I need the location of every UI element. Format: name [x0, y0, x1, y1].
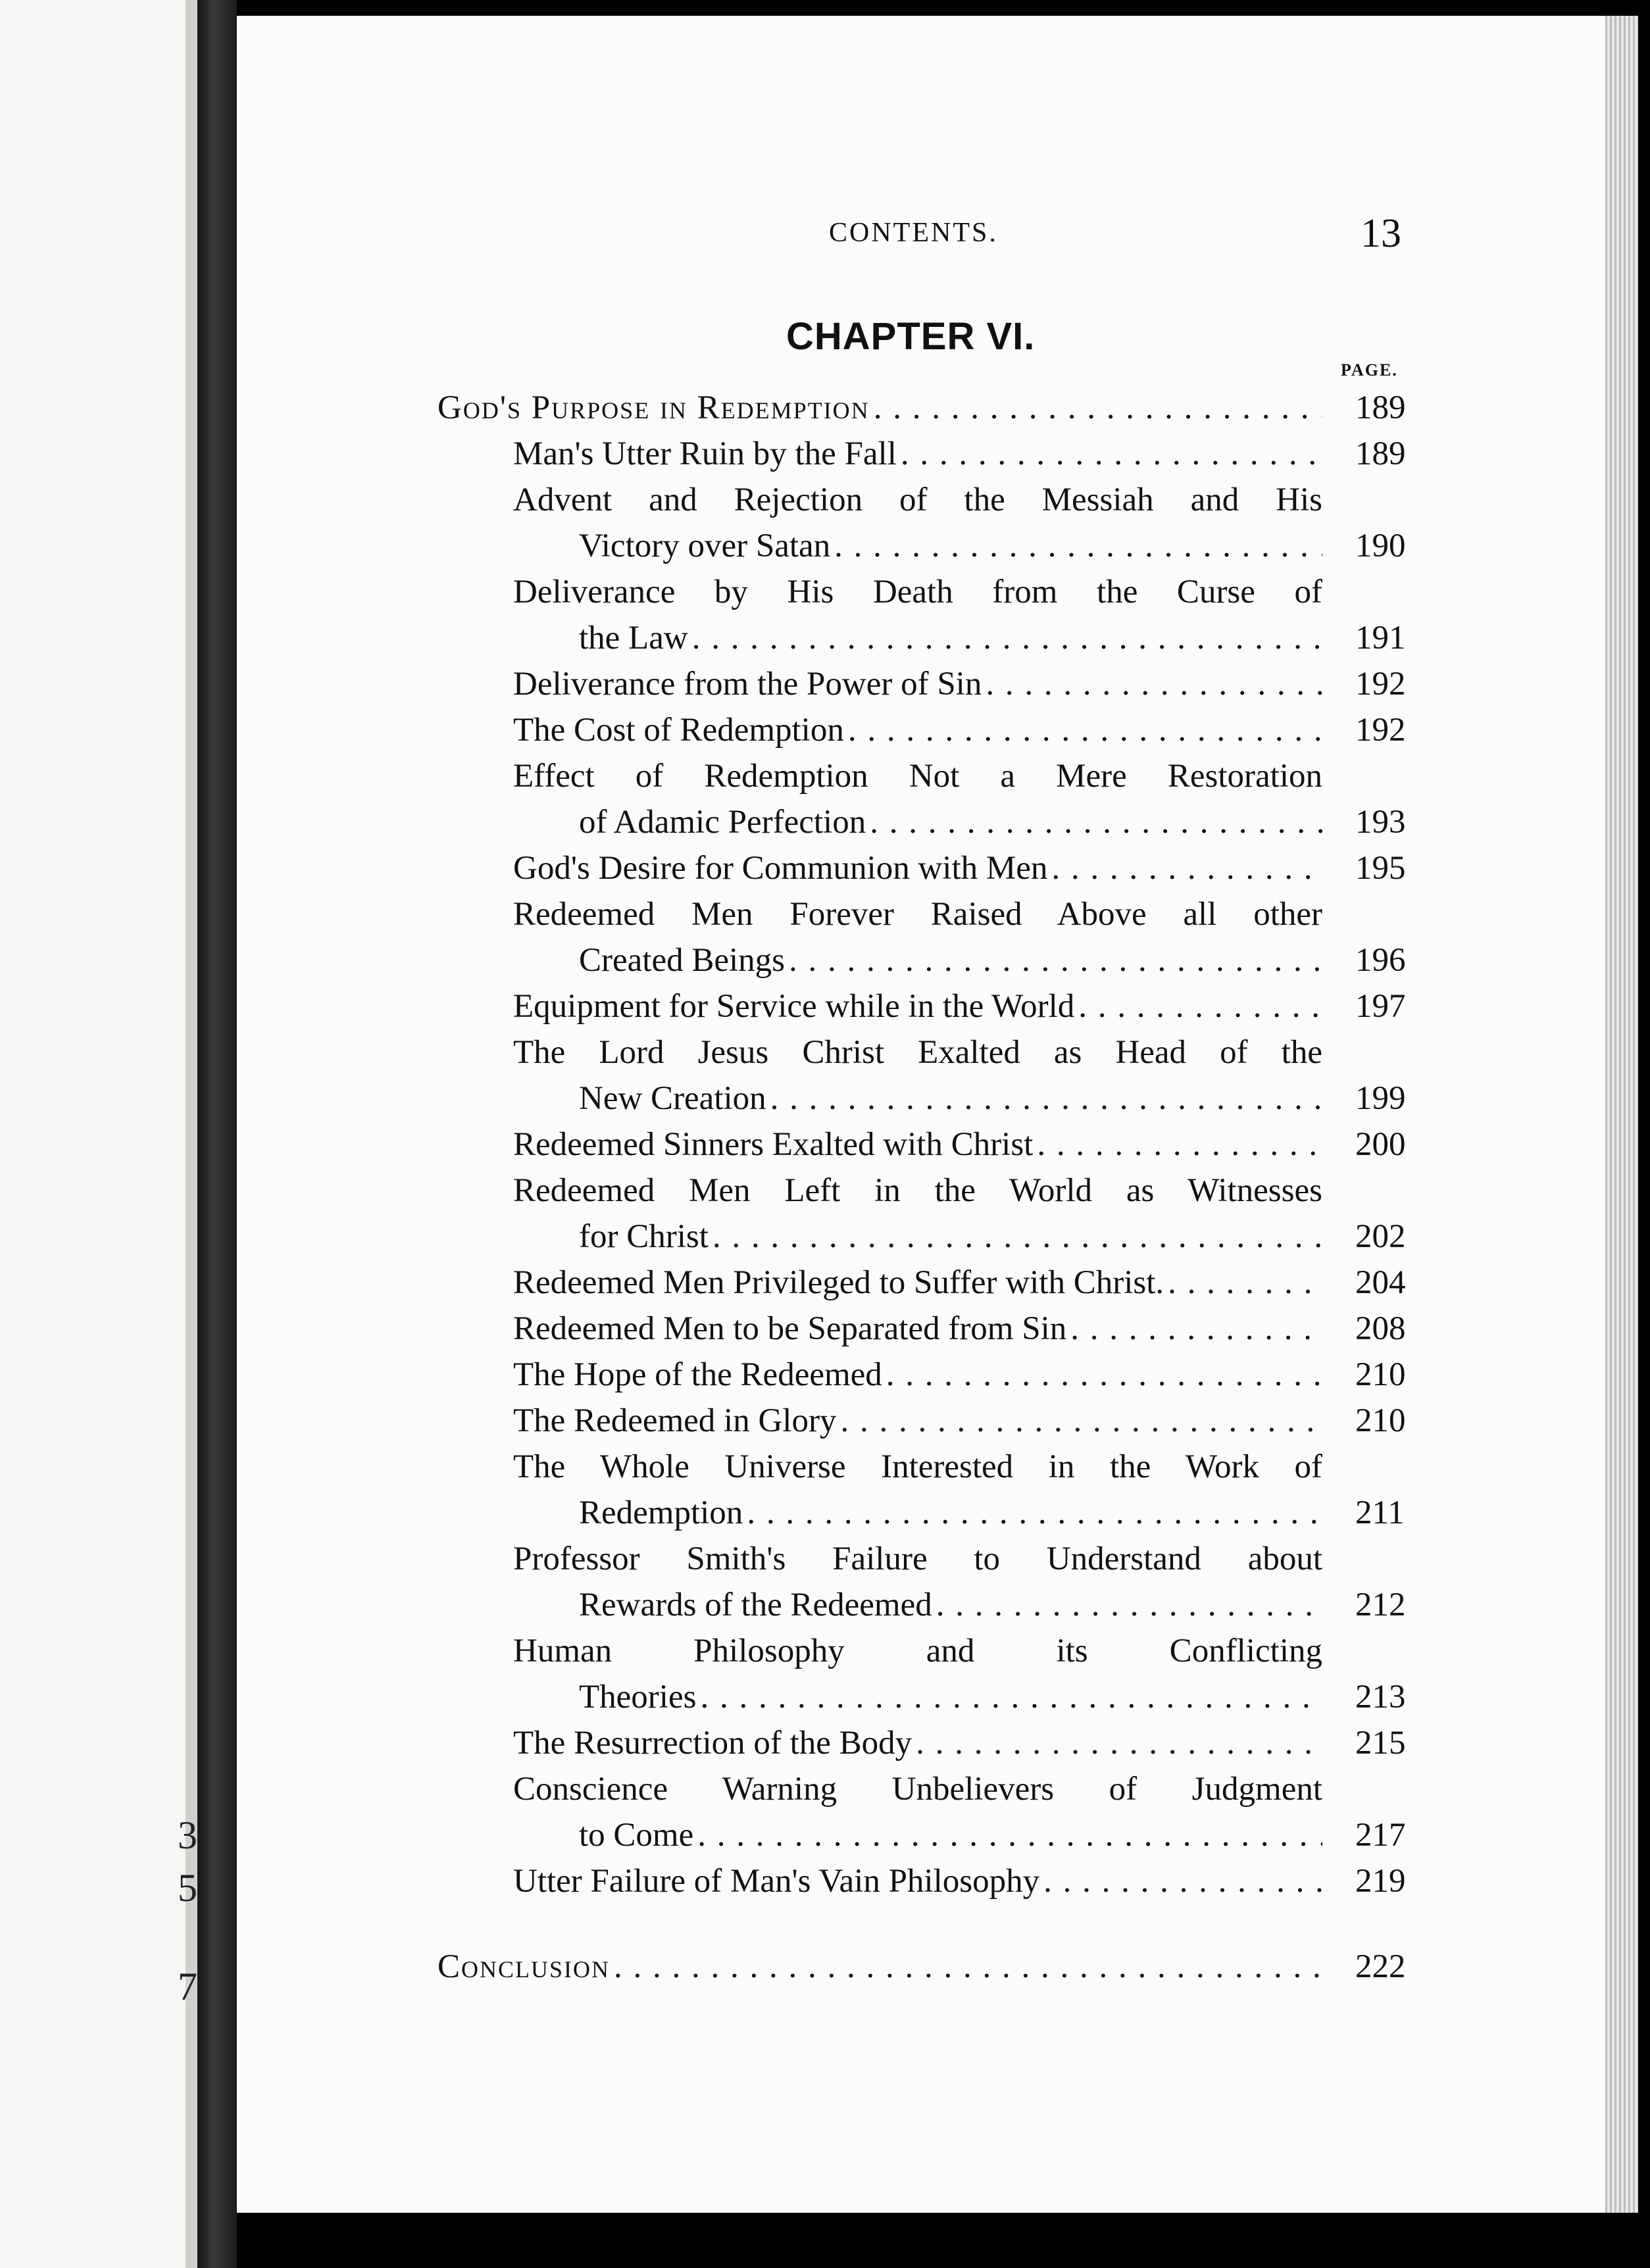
toc-entry-title: Conscience Warning Unbelievers of Judgment [513, 1771, 1322, 1808]
toc-entry-page: 196 [1355, 942, 1406, 979]
toc-entry-title: of Adamic Perfection [579, 804, 866, 841]
toc-entry-title: The Lord Jesus Christ Exalted as Head of the [513, 1034, 1322, 1071]
toc-entry [438, 799, 1411, 845]
toc-entry-leader [513, 1720, 1322, 1766]
toc-entry-leader [438, 385, 1322, 431]
toc-entry-leader [513, 1398, 1322, 1444]
table-of-contents [438, 385, 1411, 1990]
toc-entry-page: 202 [1355, 1218, 1406, 1255]
toc-entry [438, 1306, 1411, 1352]
dot-leader [936, 1582, 1322, 1628]
toc-entry-page: 215 [1355, 1725, 1406, 1762]
toc-entry-title: Theories [579, 1679, 697, 1715]
toc-entry [438, 1582, 1411, 1628]
toc-entry-title: Advent and Rejection of the Messiah and His [513, 481, 1322, 518]
toc-entry [438, 569, 1411, 615]
toc-entry-page: 189 [1355, 389, 1406, 426]
toc-entry-title: Conclusion [438, 1948, 611, 1985]
toc-entry [438, 385, 1411, 431]
toc-entry-page: 219 [1355, 1863, 1406, 1900]
toc-entry [438, 1168, 1411, 1214]
toc-entry [438, 753, 1411, 799]
toc-entry-leader [513, 1352, 1322, 1398]
toc-entry [438, 615, 1411, 661]
toc-entry-page: 213 [1355, 1679, 1406, 1715]
dot-leader [1051, 845, 1322, 891]
dot-leader [870, 799, 1322, 845]
dot-leader [700, 1674, 1322, 1720]
toc-entry-title: Rewards of the Redeemed [579, 1587, 932, 1623]
toc-entry-leader [438, 1944, 1322, 1990]
facing-page-margin [186, 0, 197, 2268]
toc-entry-title: Redeemed Men Forever Raised Above all other [513, 896, 1322, 933]
toc-entry-leader [579, 1582, 1322, 1628]
toc-entry [438, 477, 1411, 523]
dot-leader [916, 1720, 1322, 1766]
dot-leader [789, 937, 1322, 983]
toc-entry-page: 193 [1355, 804, 1406, 841]
toc-entry-page: 210 [1355, 1402, 1406, 1439]
toc-entry-page: 190 [1355, 528, 1406, 564]
toc-entry-page: 212 [1355, 1587, 1406, 1623]
toc-entry-leader [513, 1122, 1322, 1168]
toc-entry-page: 189 [1355, 435, 1406, 472]
toc-entry [438, 1075, 1411, 1122]
toc-entry [438, 1029, 1411, 1075]
dot-leader [692, 615, 1322, 661]
toc-entry [438, 1214, 1411, 1260]
toc-entry [438, 1766, 1411, 1812]
toc-entry [438, 845, 1411, 891]
toc-entry [438, 937, 1411, 983]
toc-entry-page: 195 [1355, 850, 1406, 887]
dot-leader [901, 431, 1322, 477]
toc-entry [438, 1674, 1411, 1720]
toc-entry-page: 199 [1355, 1080, 1406, 1117]
book-spine-shadow [197, 0, 237, 2268]
running-title: CONTENTS. [829, 218, 998, 248]
facing-page-fragment: 7 [178, 1965, 197, 2008]
toc-entry-title: The Redeemed in Glory [513, 1402, 837, 1439]
toc-entry [438, 523, 1411, 569]
toc-entry-title: God's Desire for Communion with Men [513, 850, 1048, 887]
toc-entry [438, 891, 1411, 937]
facing-page-edge [0, 0, 197, 2268]
toc-entry-leader [579, 523, 1322, 569]
toc-entry-leader [579, 615, 1322, 661]
toc-entry-title: for Christ [579, 1218, 709, 1255]
toc-entry-leader [579, 1674, 1322, 1720]
toc-entry-page: 191 [1355, 620, 1406, 656]
toc-entry-title: Equipment for Service while in the World [513, 988, 1075, 1025]
toc-entry-title: Utter Failure of Man's Vain Philosophy [513, 1863, 1040, 1900]
toc-entry-title: The Whole Universe Interested in the Work of [513, 1448, 1322, 1485]
dot-leader [986, 661, 1322, 707]
toc-entry [438, 983, 1411, 1029]
toc-entry-page: 222 [1355, 1948, 1406, 1985]
toc-entry-page: 211 [1355, 1494, 1405, 1531]
toc-entry-page: 208 [1355, 1310, 1406, 1347]
dot-leader [886, 1352, 1322, 1398]
toc-entry-leader [513, 1260, 1322, 1306]
dot-leader [834, 523, 1322, 569]
dot-leader [840, 1398, 1322, 1444]
toc-entry-leader [579, 1075, 1322, 1122]
dot-leader [1037, 1122, 1322, 1168]
page-number: 13 [1361, 211, 1401, 256]
toc-entry [438, 1536, 1411, 1582]
toc-entry-title: Redeemed Men Left in the World as Witnesses [513, 1172, 1322, 1209]
page-column-label: PAGE. [1341, 360, 1398, 380]
toc-entry [438, 1122, 1411, 1168]
toc-entry-leader [579, 799, 1322, 845]
toc-entry-title: The Cost of Redemption [513, 712, 844, 749]
toc-entry [438, 1398, 1411, 1444]
toc-entry-leader [579, 1812, 1322, 1858]
toc-entry-leader [513, 707, 1322, 753]
toc-entry-title: Redeemed Men to be Separated from Sin [513, 1310, 1067, 1347]
toc-entry-title: New Creation [579, 1080, 766, 1117]
toc-entry-title: The Resurrection of the Body [513, 1725, 913, 1762]
toc-entry [438, 707, 1411, 753]
toc-entry-title: Effect of Redemption Not a Mere Restoration [513, 758, 1322, 795]
toc-entry-leader [579, 1214, 1322, 1260]
facing-page-fragment: 3 [178, 1813, 197, 1857]
toc-entry-title: Victory over Satan [579, 528, 831, 564]
dot-leader [1043, 1858, 1322, 1904]
toc-entry [438, 1858, 1411, 1904]
dot-leader [874, 385, 1322, 431]
toc-entry-title: Deliverance from the Power of Sin [513, 666, 982, 703]
dot-leader [1168, 1260, 1322, 1306]
toc-entry-leader [513, 1858, 1322, 1904]
toc-entry-page: 192 [1355, 712, 1406, 749]
toc-entry-page: 217 [1355, 1817, 1406, 1854]
dot-leader [614, 1944, 1322, 1990]
toc-entry-title: Professor Smith's Failure to Understand about [513, 1541, 1322, 1577]
toc-entry-title: Redeemed Men Privileged to Suffer with Christ. [513, 1264, 1164, 1301]
toc-entry-title: Created Beings [579, 942, 785, 979]
page-stack-edge [1605, 16, 1638, 2213]
toc-entry-page: 210 [1355, 1356, 1406, 1393]
dot-leader [747, 1490, 1322, 1536]
toc-entry [438, 661, 1411, 707]
toc-entry-leader [579, 1490, 1322, 1536]
toc-entry-title: to Come [579, 1817, 694, 1854]
toc-entry [438, 1260, 1411, 1306]
toc-entry-title: God's Purpose in Redemption [438, 389, 870, 426]
toc-entry-title: Man's Utter Ruin by the Fall [513, 435, 897, 472]
toc-entry-title: Deliverance by His Death from the Curse of [513, 574, 1322, 610]
toc-entry [438, 1812, 1411, 1858]
toc-entry [438, 1444, 1411, 1490]
dot-leader [712, 1214, 1322, 1260]
dot-leader [697, 1812, 1322, 1858]
toc-entry [438, 1490, 1411, 1536]
dot-leader [1070, 1306, 1322, 1352]
dot-leader [770, 1075, 1322, 1122]
chapter-heading: CHAPTER VI. [786, 315, 1036, 358]
toc-entry-title: The Hope of the Redeemed [513, 1356, 882, 1393]
toc-entry-title: the Law [579, 620, 688, 656]
toc-entry-title: Redeemed Sinners Exalted with Christ [513, 1126, 1034, 1163]
toc-entry [438, 1720, 1411, 1766]
toc-entry [438, 1944, 1411, 1990]
toc-entry-leader [513, 845, 1322, 891]
toc-entry-page: 197 [1355, 988, 1406, 1025]
facing-page-fragment: 5 [178, 1866, 197, 1910]
toc-entry [438, 431, 1411, 477]
toc-entry-leader [579, 937, 1322, 983]
dot-leader [848, 707, 1322, 753]
toc-entry-leader [513, 431, 1322, 477]
dot-leader [1078, 983, 1322, 1029]
toc-entry-leader [513, 1306, 1322, 1352]
toc-entry [438, 1352, 1411, 1398]
toc-entry-page: 200 [1355, 1126, 1406, 1163]
toc-entry-title: Redemption [579, 1494, 743, 1531]
toc-entry-title: Human Philosophy and its Conflicting [513, 1633, 1322, 1669]
toc-entry-page: 204 [1355, 1264, 1406, 1301]
toc-entry-page: 192 [1355, 666, 1406, 703]
toc-entry-leader [513, 983, 1322, 1029]
toc-entry-leader [513, 661, 1322, 707]
toc-entry [438, 1628, 1411, 1674]
